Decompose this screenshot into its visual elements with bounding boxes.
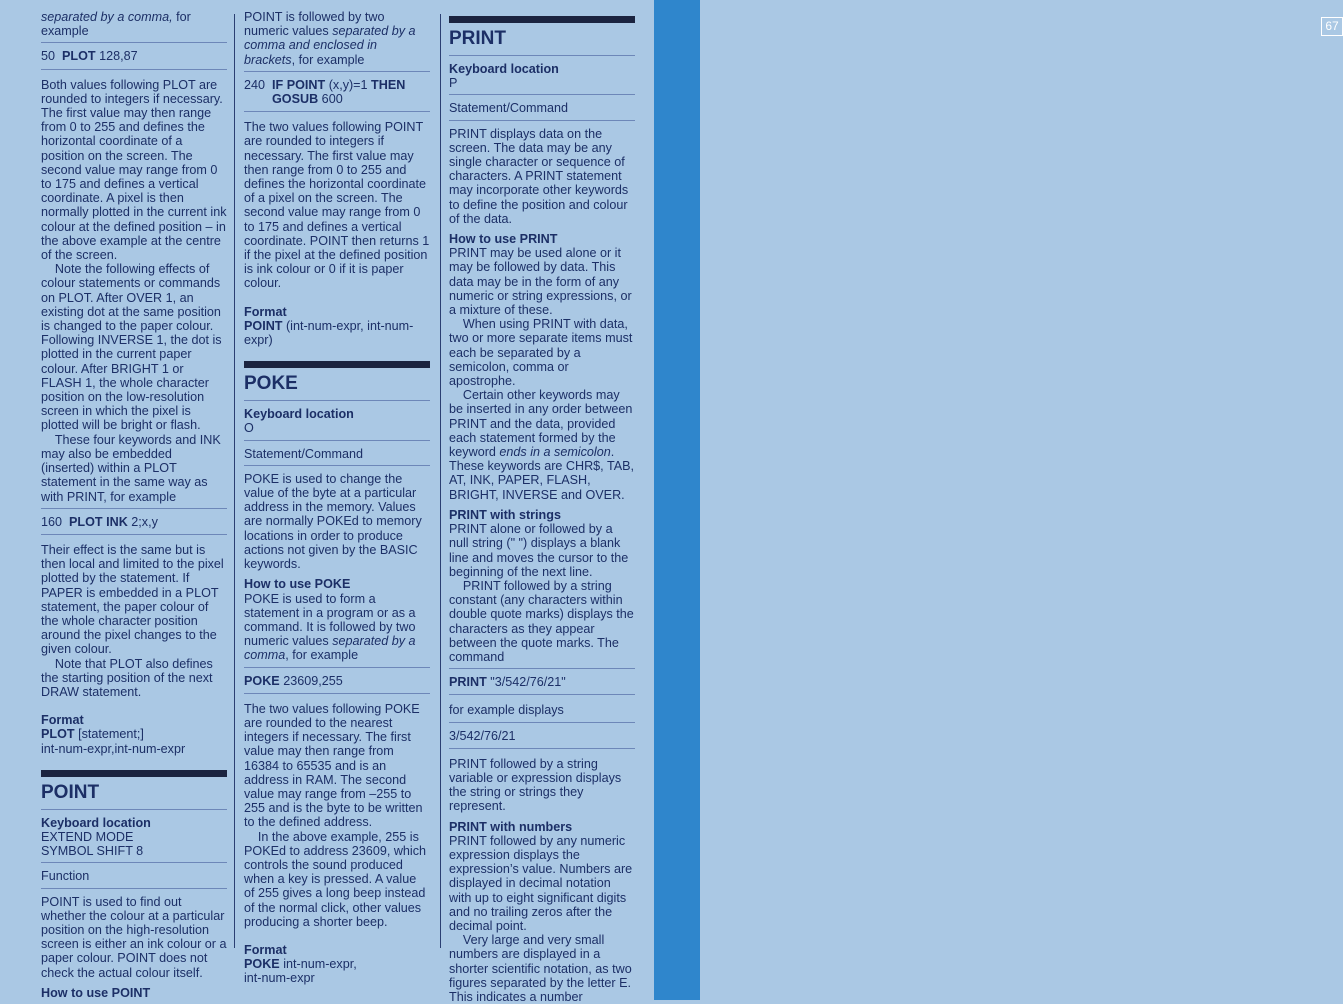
keyword: IF POINT bbox=[272, 77, 326, 92]
paragraph: PRINT displays data on the screen. The data may be any single character or sequence of characters. A PRINT statement may incorporate other keywords to define the position and colour of the data. bbox=[449, 126, 629, 226]
column-1 bbox=[41, 10, 227, 1000]
italic-text: ends in a semicolon bbox=[499, 445, 611, 460]
keyboard-location: SYMBOL SHIFT 8 bbox=[41, 844, 227, 863]
paragraph: Note the following effects of colour statements or commands on PLOT. After OVER 1, an existing dot at the same position is changed to the paper colour. Following INVERSE 1, the dot is plotted in the current paper colour. After BRIGHT 1 or FLASH 1, the whole character position on the low-resolution screen in which the pixel is plotted will be bright or flash. bbox=[41, 262, 222, 433]
keyword: PLOT INK bbox=[69, 514, 128, 529]
paragraph: In the above example, 255 is POKEd to address 23609, which controls the sound produced when a key is pressed. A value of 255 gives a long beep instead of the normal click, other values producing a shorter beep. bbox=[244, 829, 427, 929]
column-rule-1 bbox=[234, 14, 235, 948]
keyword: POKE bbox=[244, 673, 280, 688]
paragraph bbox=[449, 388, 635, 502]
paragraph: The two values following POINT are rounded to integers if necessary. The first value may then range from 0 to 255 and defines the horizontal coordinate of a pixel on the screen. The second value may range from 0 to 175 and defines a vertical coordinate. POINT then returns 1 if the pixel at the defined position is ink colour or 0 if it is paper colour. bbox=[244, 120, 430, 291]
text: for example bbox=[41, 10, 191, 39]
keyword: THEN bbox=[371, 77, 406, 92]
keyword: PRINT bbox=[449, 675, 487, 690]
keyword: PLOT bbox=[62, 49, 96, 64]
numbers-heading: PRINT with numbers bbox=[449, 819, 573, 834]
format-heading: Format bbox=[244, 304, 287, 319]
paragraph: PRINT followed by a string constant (any characters within double quote marks) displays the characters as they appear between the quote marks. The command bbox=[449, 579, 635, 669]
text: POINT is followed by two numeric values bbox=[244, 10, 385, 39]
page-number: 67 bbox=[1321, 17, 1343, 36]
paragraph: PRINT followed by a string variable or expression displays the string or strings they represent. bbox=[449, 756, 622, 814]
format-line bbox=[244, 957, 430, 971]
paragraph bbox=[244, 592, 430, 668]
keyword: POKE bbox=[244, 957, 280, 972]
print-example bbox=[449, 675, 635, 695]
paragraph: POKE is used to change the value of the byte at a particular address in the memory. Values are normally POKEd to memory locations in order to produce actions not given by the BASIC keywords. bbox=[244, 471, 422, 572]
point-heading: POINT bbox=[41, 781, 227, 810]
keyword-type: Statement/Command bbox=[244, 447, 430, 466]
column-rule-2 bbox=[440, 14, 441, 948]
italic-text: separated by a comma, bbox=[41, 10, 173, 24]
column-2 bbox=[244, 10, 430, 986]
paragraph: POINT is used to find out whether the colour at a particular position on the high-resolution screen is either an ink colour or a paper colour. POINT does not check the actual colour itself. bbox=[41, 894, 227, 980]
how-to-heading: How to use PRINT bbox=[449, 232, 558, 247]
keyword-type: Statement/Command bbox=[449, 101, 635, 120]
text: POKE is used to form a statement in a program or as a command. It is followed by two numeric values bbox=[244, 591, 416, 649]
text: . These keywords are CHR$, TAB, AT, INK, PAPER, FLASH, BRIGHT, INVERSE and OVER. bbox=[449, 445, 635, 502]
poke-example bbox=[244, 674, 430, 694]
args: (x,y)=1 bbox=[325, 77, 372, 92]
keyboard-location-heading: Keyboard location bbox=[244, 407, 354, 422]
args: 2;x,y bbox=[131, 514, 158, 529]
keyword: POINT bbox=[244, 318, 283, 333]
text: int-num-expr, bbox=[279, 957, 357, 972]
paragraph: Note that PLOT also defines the starting position of the next DRAW statement. bbox=[41, 656, 213, 699]
example-caption: for example displays bbox=[449, 703, 635, 722]
text-continuation bbox=[41, 10, 227, 43]
text: (int-num-expr, int-num-expr) bbox=[244, 318, 414, 348]
text: , for example bbox=[291, 52, 365, 67]
format-line: int-num-expr bbox=[244, 971, 315, 986]
paragraph: PRINT alone or followed by a null string (" ") displays a blank line and moves the cursor to the beginning of the next line. bbox=[449, 522, 629, 579]
keyword: GOSUB bbox=[272, 92, 319, 107]
keyword-type: Function bbox=[41, 869, 227, 888]
plot-example-2 bbox=[41, 515, 227, 535]
section-bar bbox=[244, 361, 430, 368]
line-number: 160 bbox=[41, 514, 63, 529]
how-to-heading: How to use POKE bbox=[244, 577, 351, 592]
keyboard-location-heading: Keyboard location bbox=[41, 815, 151, 830]
format-line bbox=[41, 727, 227, 741]
paragraph: When using PRINT with data, two or more separate items must each be separated by a semicolon, comma or apostrophe. bbox=[449, 317, 633, 389]
keyboard-location-heading: Keyboard location bbox=[449, 62, 559, 76]
text: , for example bbox=[285, 648, 359, 663]
format-heading: Format bbox=[244, 942, 287, 957]
italic-text: separated by a comma bbox=[244, 634, 416, 663]
text: Certain other keywords may be inserted in any order between PRINT and the data, provided each statement formed by the keyword bbox=[449, 388, 633, 460]
how-to-heading: How to use POINT bbox=[41, 985, 151, 1000]
paragraph: Their effect is the same but is then local and limited to the pixel plotted by the statement. If PAPER is embedded in a PLOT statement, the paper colour of the whole character position around the pixel changes to the given colour. bbox=[41, 542, 224, 657]
args: 23609,255 bbox=[279, 673, 343, 688]
args: "3/542/76/21" bbox=[486, 675, 566, 690]
strings-heading: PRINT with strings bbox=[449, 507, 561, 522]
keyboard-location: EXTEND MODE bbox=[41, 829, 134, 844]
section-bar bbox=[449, 16, 635, 23]
italic-text: separated by a comma and enclosed in brackets bbox=[244, 24, 416, 67]
page-edge-tab bbox=[654, 0, 1339, 1000]
section-bar bbox=[41, 770, 227, 777]
line-number: 240 bbox=[244, 77, 266, 92]
args: 128,87 bbox=[99, 49, 138, 64]
paragraph: Both values following PLOT are rounded to integers if necessary. The first value may then range from 0 to 255 and defines the horizontal coordinate of a position on the screen. The second value may range from 0 to 175 and defines a vertical coordinate. A pixel is then normally plotted in the current ink colour at the defined position – in the above example at the centre of the screen. bbox=[41, 77, 227, 263]
format-heading: Format bbox=[41, 713, 84, 728]
keyboard-location: O bbox=[244, 421, 430, 440]
paragraph: PRINT followed by any numeric expression displays the expression’s value. Numbers are displayed in decimal notation with up to eight significant digits and no trailing zeros after the decimal point. bbox=[449, 833, 633, 933]
poke-heading: POKE bbox=[244, 372, 430, 401]
text: [statement;] bbox=[74, 727, 144, 742]
print-heading: PRINT bbox=[449, 27, 635, 56]
paragraph: Very large and very small numbers are displayed in a shorter scientific notation, as two figures separated by the letter E. This indicates a number bbox=[449, 933, 632, 1004]
keyword: PLOT bbox=[41, 727, 75, 742]
paragraph: The two values following POKE are rounded to the nearest integers if necessary. The first value may then range from 16384 to 65535 and is an address in RAM. The second value may range from –255 to 255 and is the byte to be written to the defined address. bbox=[244, 701, 423, 830]
format-line: int-num-expr,int-num-expr bbox=[41, 741, 186, 756]
paragraph bbox=[244, 10, 430, 72]
point-example bbox=[244, 78, 430, 112]
format-line bbox=[244, 319, 430, 347]
args: 600 bbox=[318, 92, 343, 107]
paragraph: These four keywords and INK may also be embedded (inserted) within a PLOT statement in the same way as with PRINT, for example bbox=[41, 433, 227, 509]
example-output: 3/542/76/21 bbox=[449, 729, 635, 749]
line-number: 50 bbox=[41, 49, 56, 64]
paragraph: PRINT may be used alone or it may be followed by data. This data may be in the form of any numeric or string expressions, or a mixture of these. bbox=[449, 246, 632, 318]
keyboard-location: P bbox=[449, 76, 635, 95]
plot-example-1 bbox=[41, 49, 227, 69]
column-3 bbox=[449, 10, 635, 1004]
